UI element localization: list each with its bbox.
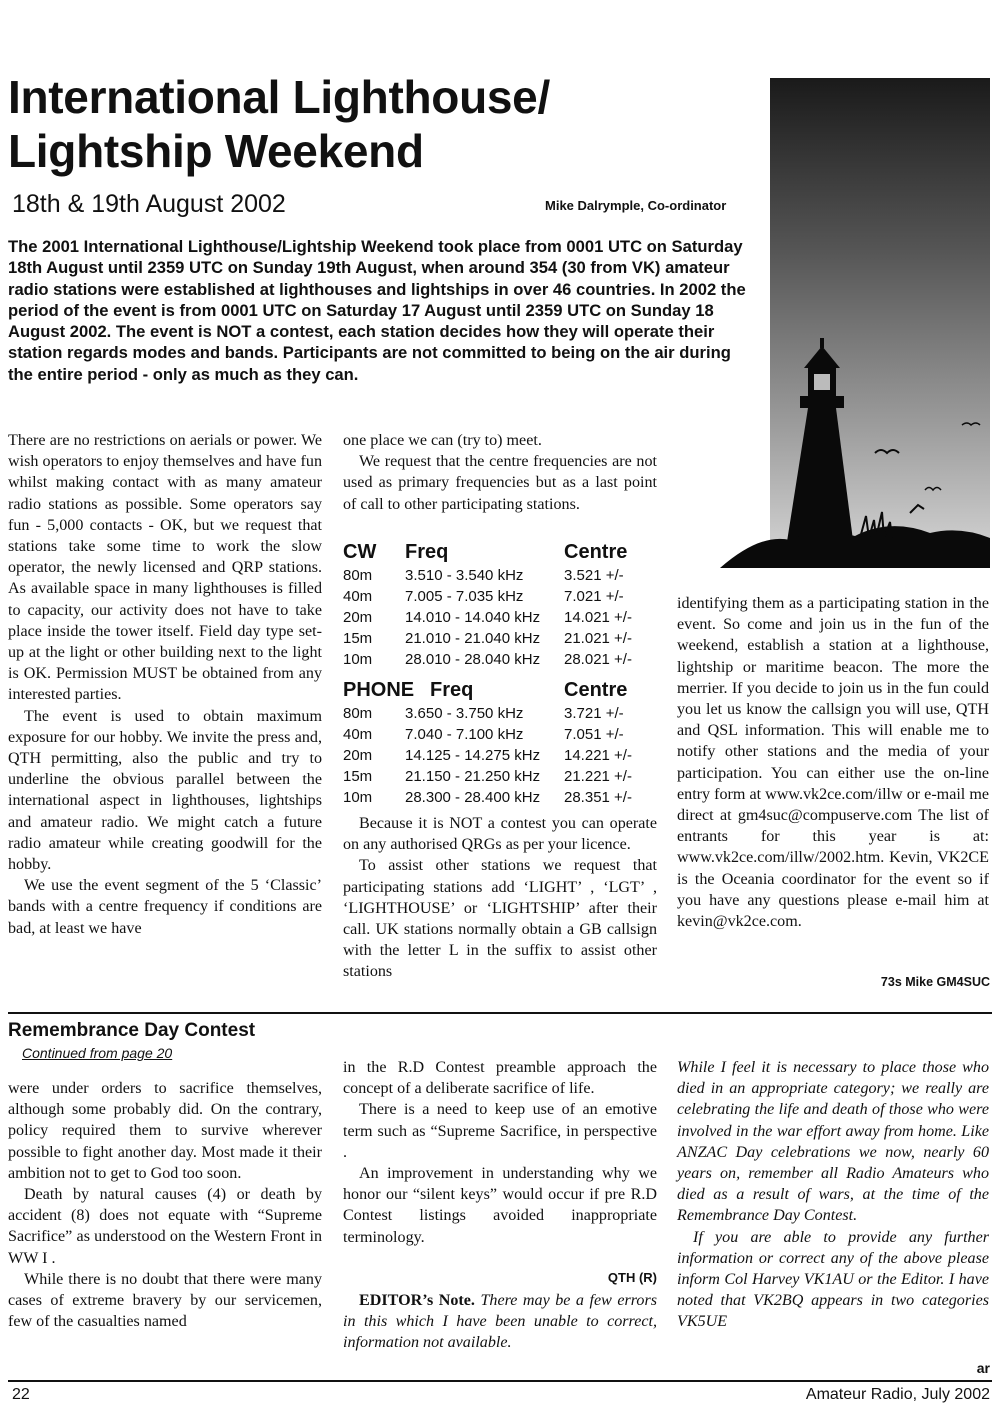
body-paragraph: one place we can (try to) meet. — [343, 432, 542, 449]
table-cell: 10m — [343, 651, 373, 668]
body-column-1 — [8, 430, 322, 939]
table-cell: 28.021 +/- — [564, 651, 632, 668]
body-paragraph: We request that the centre frequencies are not used as primary frequencies but as a last point of call to other participating stations. — [343, 453, 657, 513]
body-paragraph: in the R.D Contest preamble approach the concept of a deliberate sacrifice of life. — [343, 1059, 657, 1098]
section-title: Remembrance Day Contest — [8, 1020, 256, 1041]
table-header-cell: CW — [343, 541, 377, 563]
table-row — [343, 651, 657, 672]
end-mark: ar — [976, 1360, 990, 1376]
table-cell: 21.150 - 21.250 kHz — [405, 768, 541, 785]
body-paragraph: An improvement in understanding why we honor our “silent keys” would occur if pre R.D Contest listings avoided inappropriate terminology. — [343, 1165, 657, 1246]
table-cell: 40m — [343, 726, 373, 743]
table-cell: 3.650 - 3.750 kHz — [405, 705, 524, 722]
table-row — [343, 789, 657, 810]
table-cell: 14.021 +/- — [564, 609, 632, 626]
intro-paragraph: The 2001 International Lighthouse/Lightship Weekend took place from 0001 UTC on Saturday 18th August until 2359 UTC on Sunday 19th August, when around 354 (30 from VK) amateur radio stations were established at lighthouses and lightships in over 46 countries. In 2002 the period of the event is from 0001 UTC on Saturday 17 August until 2359 UTC on Sunday 18 August 2002. The event is NOT a contest, each station decides how they will operate their station regards modes and bands. Participants are not committed to being on the air during the entire period - only as much as they can. — [8, 237, 746, 384]
table-cell: 80m — [343, 705, 373, 722]
remembrance-column-3 — [677, 1057, 989, 1333]
body-paragraph: We use the event segment of the 5 ‘Classic’ bands with a centre frequency if conditions are bad, at least we have — [8, 877, 322, 937]
remembrance-column-2 — [343, 1057, 657, 1248]
editor-note-text: There may be a few errors in this which I have been unable to correct, information not available. — [343, 1292, 657, 1352]
table-cell: 21.221 +/- — [564, 768, 632, 785]
table-cell: 15m — [343, 630, 373, 647]
table-cell: 20m — [343, 747, 373, 764]
title-line-2: Lightship Weekend — [8, 125, 424, 177]
table-cell: 80m — [343, 567, 373, 584]
footer-divider — [8, 1380, 992, 1382]
article-title — [8, 70, 768, 178]
remembrance-column-1 — [8, 1078, 322, 1332]
table-cell: 3.510 - 3.540 kHz — [405, 567, 524, 584]
body-paragraph: were under orders to sacrifice themselves, although some probably did. On the contrary, policy required them to survive wherever possible to fight another day. Most made it their ambition not to get to God too soon. — [8, 1080, 322, 1182]
table-cell: 3.721 +/- — [564, 705, 624, 722]
body-paragraph: To assist other stations we request that participating stations add ‘LIGHT’ , ‘LGT’ , ‘LIGHTHOUSE’ or ‘LIGHTSHIP’ after their call. UK stations normally obtain a GB callsign with the letter L in the suffix to assist other stations — [343, 857, 657, 981]
table-cell: 21.021 +/- — [564, 630, 632, 647]
table-header-cell: Centre — [564, 541, 628, 563]
body-paragraph: If you are able to provide any further information or correct any of the above please inform Col Harvey VK1AU or the Editor. I have noted that VK2BQ appears in two categories VK5UE — [677, 1228, 989, 1331]
body-paragraph: There are no restrictions on aerials or power. We wish operators to enjoy themselves and have fun whilst making contact with as many amateur radio stations as possible. Some operators say fun - 5,000 contacts - OK, but we request that stations take some time to work the slow operator, the newly licensed and QRP stations. As available space in many lighthouses is filled to capacity, our activity does not have to take place inside the tower itself. Field day type set-up at the light or other building next to the light is OK. Permission MUST be obtained from any interested parties. — [8, 432, 322, 704]
table-cell: 7.005 - 7.035 kHz — [405, 588, 524, 605]
body-column-2-lower — [343, 813, 657, 983]
table-row — [343, 705, 657, 726]
table-cell: 14.010 - 14.040 kHz — [405, 609, 541, 626]
table-cell: 21.010 - 21.040 kHz — [405, 630, 541, 647]
body-paragraph: The event is used to obtain maximum exposure for our hobby. We invite the press and, QTH permitting, also the public and try to underline the obvious parallel between the international aspect in lighthouses, lightships and amateur radio. We might catch a future radio amateur while creating goodwill for the hobby. — [8, 707, 322, 874]
table-cell: 7.040 - 7.100 kHz — [405, 726, 524, 743]
table-row — [343, 768, 657, 789]
body-paragraph: identifying them as a participating station in the event. So come and join us in the fun of the weekend, establish a station at a lighthouse, lightship or maritime beacon. The more the merrier. If you decide to join us in the fun could you let us know the callsign you will use, QTH and QSL information. This will enable me to notify other stations and the media of your participation. You can either use the on-line entry form at www.vk2ce.com/illw or e-mail me direct at gm4suc@compuserve.com The list of entrants for this year is at: www.vk2ce.com/illw/2002.htm. Kevin, VK2CE is the Oceania coordinator for the event so if you have any questions please e-mail him at kevin@vk2ce.com. — [677, 595, 989, 931]
table-row — [343, 588, 657, 609]
table-header-cell: Freq — [430, 679, 474, 701]
editor-note-label: EDITOR’s Note. — [359, 1292, 475, 1309]
body-paragraph: Death by natural causes (4) or death by accident (8) does not equate with “Supreme Sacrifice” as understood on the Western Front in WW I . — [8, 1186, 322, 1267]
table-row — [343, 726, 657, 747]
table-cell: 28.351 +/- — [564, 789, 632, 806]
table-header-cell: Centre — [564, 679, 628, 701]
body-paragraph: There is a need to keep use of an emotive term such as “Supreme Sacrifice, in perspective . — [343, 1101, 657, 1161]
table-cell: 10m — [343, 789, 373, 806]
table-cell: 3.521 +/- — [564, 567, 624, 584]
table-row — [343, 609, 657, 630]
table-header-cell: PHONE — [343, 679, 415, 701]
editor-note — [343, 1290, 657, 1354]
table-header — [343, 541, 657, 567]
table-cell: 15m — [343, 768, 373, 785]
page-number: 22 — [12, 1386, 30, 1403]
table-row — [343, 747, 657, 768]
table-cell: 7.021 +/- — [564, 588, 624, 605]
table-header — [343, 679, 657, 705]
cw-frequency-table — [343, 541, 657, 672]
body-column-2 — [343, 430, 657, 515]
table-cell: 28.300 - 28.400 kHz — [405, 789, 541, 806]
body-column-3 — [677, 593, 989, 932]
table-cell: 20m — [343, 609, 373, 626]
table-cell: 28.010 - 28.040 kHz — [405, 651, 541, 668]
table-cell: 40m — [343, 588, 373, 605]
continued-from-link[interactable]: Continued from page 20 — [22, 1045, 173, 1061]
body-paragraph: While there is no doubt that there were many cases of extreme bravery by our servicemen, few of the casualties named — [8, 1270, 322, 1331]
signoff: 73s Mike GM4SUC — [880, 975, 990, 989]
magazine-issue: Amateur Radio, July 2002 — [805, 1386, 990, 1403]
byline: Mike Dalrymple, Co-ordinator — [545, 198, 727, 213]
title-line-1: International Lighthouse/ — [8, 71, 550, 123]
author-signature: QTH (R) — [607, 1270, 657, 1285]
body-paragraph: While I feel it is necessary to place those who died in an appropriate category; we really are celebrating the life and death of those who were involved in the war effort away from home. Like ANZAC Day celebrations we now, nearly 60 years on, remember all Radio Amateurs who died as a result of wars, at the time of the Remembrance Day Contest. — [677, 1059, 989, 1225]
table-cell: 14.125 - 14.275 kHz — [405, 747, 541, 764]
table-cell: 14.221 +/- — [564, 747, 632, 764]
body-paragraph: Because it is NOT a contest you can operate on any authorised QRGs as per your licence. — [343, 815, 657, 854]
phone-frequency-table — [343, 679, 657, 810]
table-row — [343, 630, 657, 651]
table-cell: 7.051 +/- — [564, 726, 624, 743]
table-row — [343, 567, 657, 588]
article-dates: 18th & 19th August 2002 — [12, 190, 286, 218]
table-header-cell: Freq — [405, 541, 449, 563]
section-divider — [8, 1012, 992, 1014]
